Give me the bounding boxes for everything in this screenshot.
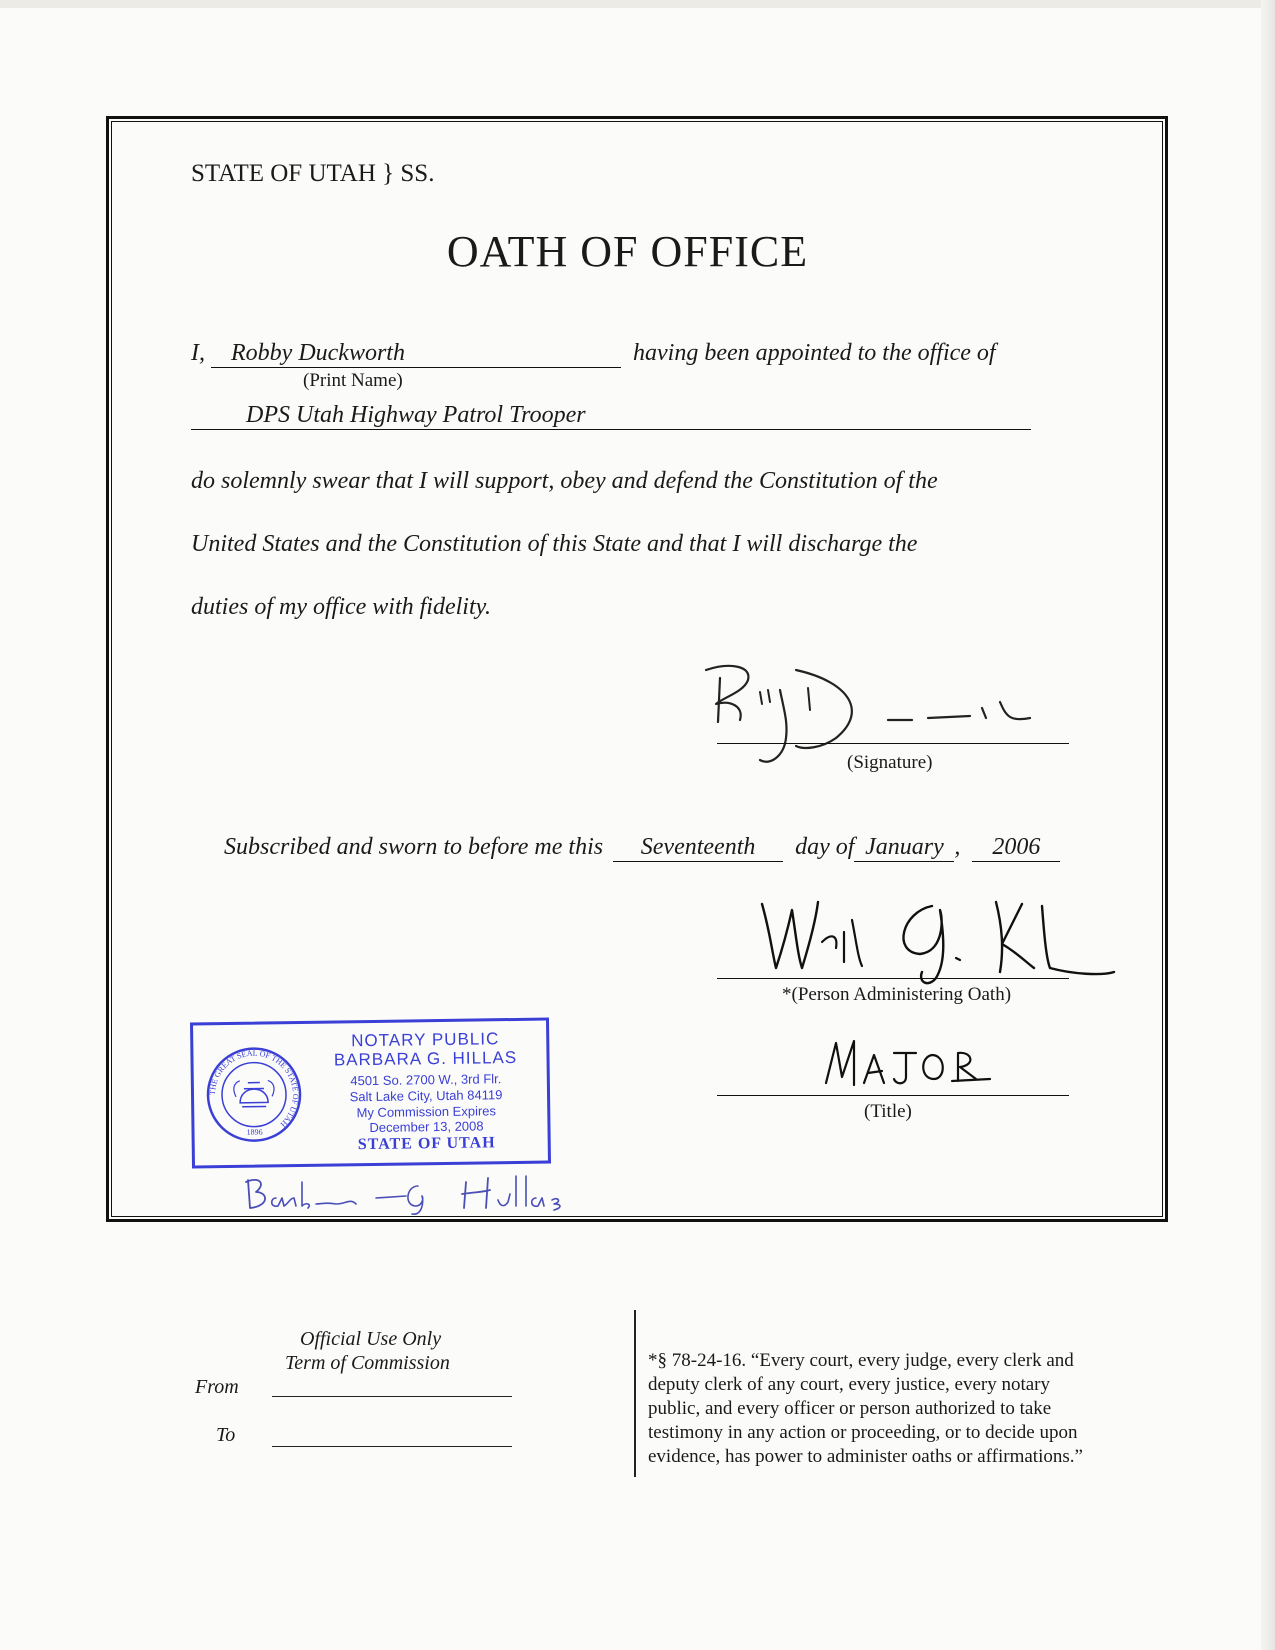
sworn-day-of: day of xyxy=(795,834,855,860)
term-of-commission-heading: Term of Commission xyxy=(285,1352,450,1374)
oath-line-2: United States and the Constitution of this State and that I will discharge the xyxy=(191,531,918,557)
statute-line-5: evidence, has power to administer oaths or affirmations.” xyxy=(648,1446,1083,1467)
notary-stamp xyxy=(190,1018,551,1169)
statute-line-1: *§ 78-24-16. “Every court, every judge, every clerk and xyxy=(648,1350,1074,1371)
signature-caption: (Signature) xyxy=(847,752,933,773)
from-label: From xyxy=(195,1376,239,1398)
oath-line-3: duties of my office with fidelity. xyxy=(191,594,491,620)
page-edge-right xyxy=(1261,0,1275,1650)
state-seal-icon xyxy=(203,1044,304,1145)
sworn-comma: , xyxy=(954,834,961,860)
stamp-notary-name: BARBARA G. HILLAS xyxy=(333,1047,518,1070)
signature-line xyxy=(717,743,1069,744)
to-label: To xyxy=(216,1424,236,1446)
to-field[interactable] xyxy=(272,1446,512,1447)
svg-text:1896: 1896 xyxy=(246,1127,263,1137)
statute-line-3: public, and every officer or person authorized to take xyxy=(648,1398,1052,1419)
notary-signature xyxy=(236,1168,656,1228)
administering-officer-line xyxy=(717,978,1069,979)
administering-officer-caption: *(Person Administering Oath) xyxy=(782,984,1012,1005)
print-name-caption: (Print Name) xyxy=(303,370,403,391)
stamp-commission-2: December 13, 2008 xyxy=(369,1118,484,1136)
name-prefix: I, xyxy=(191,340,205,366)
section-divider xyxy=(634,1310,636,1477)
title-line xyxy=(717,1095,1069,1096)
title-caption: (Title) xyxy=(864,1101,912,1122)
administering-officer-signature xyxy=(752,892,1122,982)
official-use-heading: Official Use Only xyxy=(300,1328,442,1350)
sworn-prefix: Subscribed and sworn to before me this xyxy=(224,834,604,860)
sworn-month-field[interactable]: January xyxy=(854,834,954,862)
office-field[interactable]: DPS Utah Highway Patrol Trooper xyxy=(191,402,1031,430)
sworn-day-field[interactable]: Seventeenth xyxy=(613,834,783,862)
name-line xyxy=(191,340,996,368)
print-name-field[interactable]: Robby Duckworth xyxy=(211,340,621,368)
statute-line-4: testimony in any action or proceeding, or to decide upon xyxy=(648,1422,1078,1443)
stamp-heading: NOTARY PUBLIC xyxy=(351,1029,500,1051)
stamp-commission-1: My Commission Expires xyxy=(356,1103,497,1121)
sworn-statement xyxy=(224,834,1060,862)
page-edge xyxy=(0,0,1275,8)
title-handwriting xyxy=(820,1035,1020,1095)
from-field[interactable] xyxy=(272,1396,512,1397)
stamp-address-2: Salt Lake City, Utah 84119 xyxy=(349,1087,503,1105)
svg-text:THE GREAT SEAL OF THE STATE OF: THE GREAT SEAL OF THE STATE OF UTAH xyxy=(207,1048,301,1129)
state-heading: STATE OF UTAH } SS. xyxy=(191,160,435,187)
appointed-text: having been appointed to the office of xyxy=(633,340,996,366)
stamp-address-1: 4501 So. 2700 W., 3rd Flr. xyxy=(350,1071,502,1089)
document-title: OATH OF OFFICE xyxy=(446,227,809,276)
sworn-year-field[interactable]: 2006 xyxy=(972,834,1060,862)
stamp-state: STATE OF UTAH xyxy=(357,1134,496,1154)
oath-line-1: do solemnly swear that I will support, obey and defend the Constitution of the xyxy=(191,468,938,494)
statute-line-2: deputy clerk of any court, every justice, every notary xyxy=(648,1374,1051,1395)
